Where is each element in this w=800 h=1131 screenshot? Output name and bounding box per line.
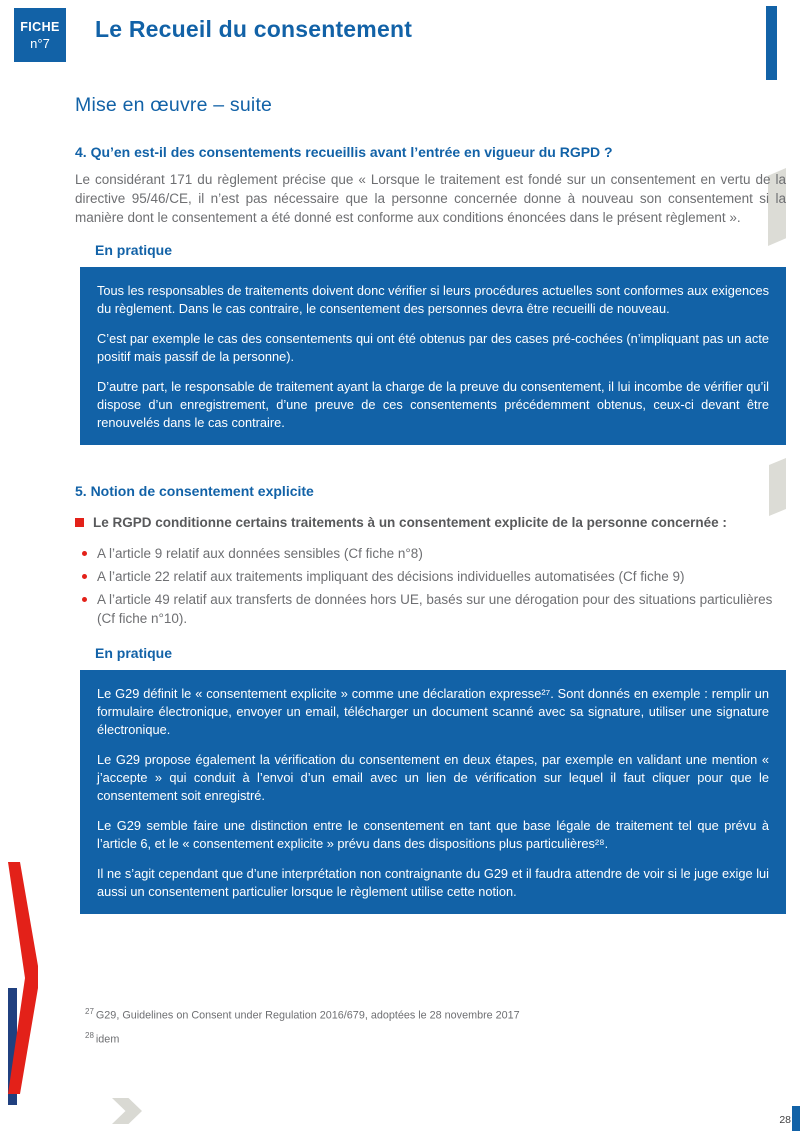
list-item-text: A l’article 49 relatif aux transferts de données hors UE, basés sur une dérogation pour des situations particulières (Cf fiche n°10). — [97, 592, 773, 626]
footnotes — [85, 1002, 786, 1049]
fiche-badge — [14, 8, 66, 62]
practice-label-1: En pratique — [95, 242, 173, 258]
footnote-marker: 27 — [85, 1007, 94, 1016]
main-content — [0, 80, 800, 1049]
practice-box-2 — [80, 670, 786, 914]
list-item — [75, 567, 786, 586]
practice-box-2-paragraph: Le G29 semble faire une distinction entre le consentement en tant que base légale de traitement tel que prévu à l’article 6, et le « consentement explicite » prévu dans des dispositions plus particulières²⁸. — [97, 818, 769, 851]
practice-box-2-paragraph: Le G29 définit le « consentement explicite » comme une déclaration expresse²⁷. Sont donnés en exemple : remplir un formulaire électronique, envoyer un email, télécharger un document scanné avec sa signature, utiliser une signature électronique. — [97, 686, 769, 737]
bullet-dot-icon — [82, 597, 87, 602]
top-right-accent-bar — [766, 6, 777, 80]
practice-box-1-paragraph: C’est par exemple le cas des consentements qui ont été obtenus par des cases pré-cochées (n’impliquant pas un acte positif mais passif de la personne). — [97, 331, 769, 364]
section5-heading: 5. Notion de consentement explicite — [75, 483, 314, 499]
footnote — [85, 1002, 786, 1026]
bottom-right-accent-bar — [792, 1106, 800, 1131]
list-item-text: A l’article 9 relatif aux données sensibles (Cf fiche n°8) — [97, 546, 423, 561]
footnote-marker: 28 — [85, 1030, 94, 1040]
practice-box-1 — [80, 267, 786, 445]
practice-box-1-paragraph: D’autre part, le responsable de traitement ayant la charge de la preuve du consentement, il lui incombe de vérifier qu’il dispose d’un enregistrement, d’une preuve de ces consentements précédemment obtenus, ceux-ci devant être renouvelés dans le cas contraire. — [97, 379, 769, 430]
footnote-text: G29, Guidelines on Consent under Regulation 2016/679, adoptées le 28 novembre 2017 — [95, 1009, 520, 1022]
list-item-text: A l’article 22 relatif aux traitements impliquant des décisions individuelles automatisées (Cf fiche 9) — [97, 569, 685, 584]
practice-box-2-paragraph: Il ne s’agit cependant que d’une interprétation non contraignante du G29 et il faudra attendre de voir si le juge exige lui aussi un consentement particulier lorsque le règlement utilise cette notion. — [97, 866, 769, 899]
section4-intro-paragraph: Le considérant 171 du règlement précise que « Lorsque le traitement est fondé sur un consentement en vertu de la directive 95/46/CE, il n’est pas nécessaire que la personne concernée donne à nouveau son consentement si la manière dont le consentement a été donné est conforme aux conditions énoncées dans le présent règlement ». — [75, 172, 786, 225]
fiche-badge-label: FICHE — [20, 19, 60, 34]
list-item — [75, 590, 786, 628]
bullet-dot-icon — [82, 551, 87, 556]
page-number: 28 — [779, 1114, 791, 1126]
bullet-dot-icon — [82, 574, 87, 579]
bottom-gray-chevron-decoration — [112, 1098, 142, 1124]
red-square-bullet-icon — [75, 518, 84, 527]
section4-heading: 4. Qu’en est-il des consentements recueillis avant l’entrée en vigueur du RGPD ? — [75, 144, 613, 160]
page-title: Le Recueil du consentement — [95, 16, 413, 42]
footnote — [85, 1026, 786, 1050]
section5-bullet-list — [75, 544, 786, 628]
section5-lead — [75, 513, 786, 532]
practice-label-2: En pratique — [95, 645, 173, 661]
section-subtitle: Mise en œuvre – suite — [75, 94, 273, 116]
footnote-text: idem — [95, 1033, 120, 1046]
fiche-badge-number: n°7 — [30, 35, 50, 51]
section5-lead-text: Le RGPD conditionne certains traitements à un consentement explicite de la personne concernée : — [93, 515, 727, 530]
practice-box-1-paragraph: Tous les responsables de traitements doivent donc vérifier si leurs procédures actuelles sont conformes aux exigences du règlement. Dans le cas contraire, le consentement des personnes devra être recueilli de nouveau. — [97, 283, 769, 316]
list-item — [75, 544, 786, 563]
practice-box-2-paragraph: Le G29 propose également la vérification du consentement en deux étapes, par exemple en validant une mention « j’accepte » qui conduit à l’envoi d’un email avec un lien de vérification sur lequel il faut cliquer pour que le consentement soit enregistré. — [97, 752, 769, 803]
